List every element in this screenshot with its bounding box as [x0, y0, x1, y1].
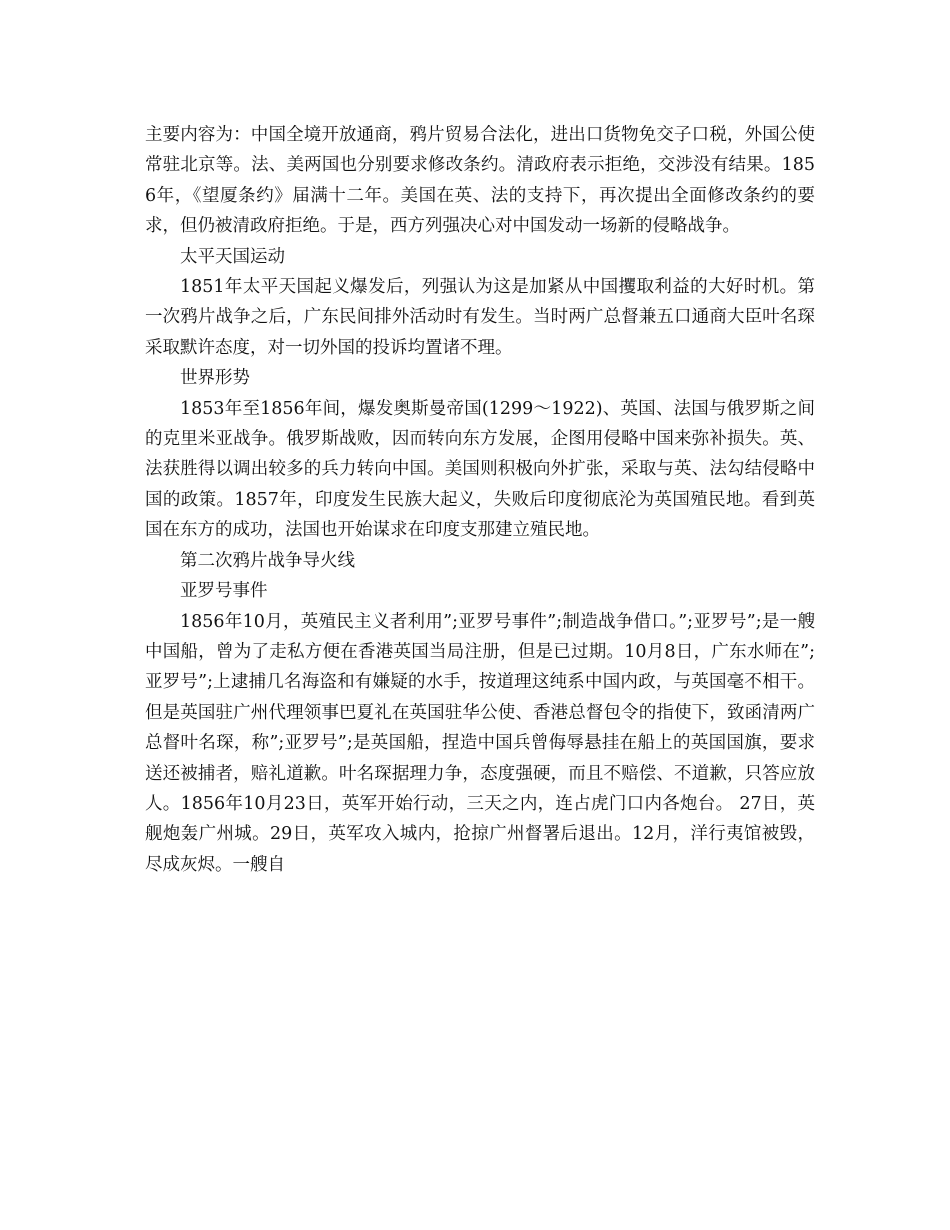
heading-world-situation: 世界形势: [180, 368, 250, 389]
heading-second-opium-war-fuse: 第二次鸦片战争导火线: [180, 550, 355, 571]
paragraph-world-situation: 1853年至1856年间，爆发奥斯曼帝国(1299～1922)、英国、法国与俄罗斯之间的克里米亚战争。俄罗斯战败，因而转向东方发展，企图用侵略中国来弥补损失。英、法获胜得以调出较多的兵力转向中国。美国则积极向外扩张，采取与英、法勾结侵略中国的政策。1857年，印度发生民族大起义，失败后印度彻底沦为英国殖民地。看到英国在东方的成功，法国也开始谋求在印度支那建立殖民地。: [145, 398, 815, 541]
heading-taiping: 太平天国运动: [180, 246, 285, 267]
paragraph-taiping: 1851年太平天国起义爆发后，列强认为这是加紧从中国攫取利益的大好时机。第一次鸦片战争之后，广东民间排外活动时有发生。当时两广总督兼五口通商大臣叶名琛采取默许态度，对一切外国的投诉均置诸不理。: [145, 277, 815, 358]
heading-arrow-incident: 亚罗号事件: [180, 581, 268, 602]
paragraph-treaty-revision: 主要内容为：中国全境开放通商，鸦片贸易合法化，进出口货物免交子口税，外国公使常驻北京等。法、美两国也分别要求修改条约。清政府表示拒绝，交涉没有结果。1856年，《望厦条约》届满十二年。美国在英、法的支持下，再次提出全面修改条约的要求，但仍被清政府拒绝。于是，西方列强决心对中国发动一场新的侵略战争。: [145, 125, 815, 237]
paragraph-arrow-incident: 1856年10月，英殖民主义者利用”;亚罗号事件”;制造战争借口。”;亚罗号”;是一艘中国船，曾为了走私方便在香港英国当局注册，但是已过期。10月8日，广东水师在”;亚罗号”;上逮捕几名海盗和有嫌疑的水手，按道理这纯系中国内政，与英国毫不相干。但是英国驻广州代理领事巴夏礼在英国驻华公使、香港总督包令的指使下，致函清两广总督叶名琛，称”;亚罗号”;是英国船，捏造中国兵曾侮辱悬挂在船上的英国国旗，要求送还被捕者，赔礼道歉。叶名琛据理力争，态度强硬，而且不赔偿、不道歉，只答应放人。1856年10月23日，英军开始行动，三天之内，连占虎门口内各炮台。 27日，英舰炮轰广州城。29日，英军攻入城内，抢掠广州督署后退出。12月，洋行夷馆被毁，尽成灰烬。一艘自: [145, 611, 815, 875]
document-body: [145, 120, 815, 880]
